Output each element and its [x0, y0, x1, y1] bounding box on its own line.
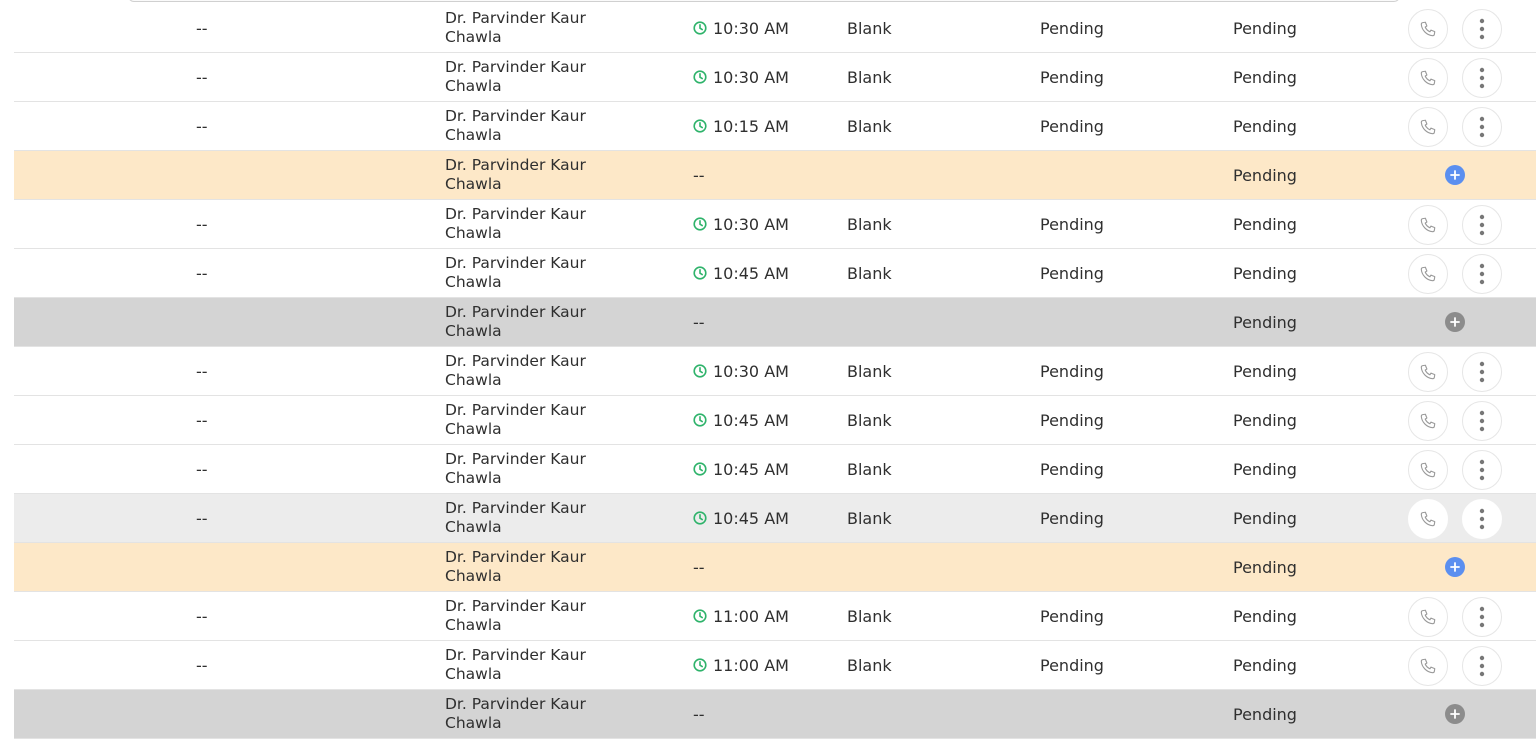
- appointment-type: Blank: [847, 116, 892, 136]
- table-row[interactable]: [14, 641, 1536, 690]
- phone-icon: [1419, 265, 1437, 283]
- add-appointment-button[interactable]: [1445, 704, 1465, 724]
- status-cell: Pending: [1233, 214, 1297, 234]
- time-text: 11:00 AM: [713, 606, 789, 626]
- doctor-name-line2: Chawla: [445, 224, 502, 242]
- clock-icon: [693, 21, 707, 35]
- doctor-name-line2: Chawla: [445, 322, 502, 340]
- doctor-name-line1: Dr. Parvinder Kaur: [445, 597, 586, 615]
- clock-icon: [693, 658, 707, 672]
- call-button[interactable]: [1408, 401, 1448, 441]
- doctor-name-line1: Dr. Parvinder Kaur: [445, 58, 586, 76]
- call-button[interactable]: [1408, 597, 1448, 637]
- clock-icon: [693, 609, 707, 623]
- phone-icon: [1419, 363, 1437, 381]
- doctor-name-line2: Chawla: [445, 371, 502, 389]
- time-text: 10:30 AM: [713, 361, 789, 381]
- table-row[interactable]: [14, 445, 1536, 494]
- doctor-name: [445, 200, 625, 248]
- status-cell: Pending: [1233, 655, 1297, 675]
- plus-icon: [1450, 709, 1460, 719]
- patient-cell: --: [196, 116, 208, 136]
- time-text: 10:45 AM: [713, 508, 789, 528]
- time-text: 10:45 AM: [713, 410, 789, 430]
- add-appointment-button[interactable]: [1445, 165, 1465, 185]
- call-button[interactable]: [1408, 254, 1448, 294]
- more-options-button[interactable]: [1462, 254, 1502, 294]
- doctor-name-line1: Dr. Parvinder Kaur: [445, 499, 586, 517]
- patient-cell: --: [196, 18, 208, 38]
- appointment-time: [693, 200, 789, 248]
- patient-cell: --: [196, 263, 208, 283]
- phone-icon: [1419, 510, 1437, 528]
- doctor-name: [445, 641, 625, 689]
- appointment-type: Blank: [847, 18, 892, 38]
- doctor-name-line2: Chawla: [445, 665, 502, 683]
- doctor-name-line2: Chawla: [445, 175, 502, 193]
- more-vertical-icon: [1479, 655, 1485, 677]
- status-cell: Pending: [1040, 263, 1104, 283]
- doctor-name: [445, 690, 625, 738]
- more-vertical-icon: [1479, 361, 1485, 383]
- table-row[interactable]: [14, 494, 1536, 543]
- patient-cell: --: [196, 67, 208, 87]
- doctor-name: [445, 151, 625, 199]
- appointment-time: [693, 494, 789, 542]
- doctor-name: [445, 298, 625, 346]
- doctor-name-line1: Dr. Parvinder Kaur: [445, 401, 586, 419]
- more-options-button[interactable]: [1462, 58, 1502, 98]
- appointment-type: Blank: [847, 67, 892, 87]
- time-text: 10:45 AM: [713, 459, 789, 479]
- clock-icon: [693, 266, 707, 280]
- more-vertical-icon: [1479, 67, 1485, 89]
- more-options-button[interactable]: [1462, 499, 1502, 539]
- time-text: 10:15 AM: [713, 116, 789, 136]
- appointment-time: [693, 396, 789, 444]
- appointment-time: [693, 102, 789, 150]
- appointment-time: --: [693, 165, 705, 185]
- patient-cell: --: [196, 508, 208, 528]
- patient-cell: --: [196, 459, 208, 479]
- phone-icon: [1419, 412, 1437, 430]
- plus-icon: [1450, 170, 1460, 180]
- clock-icon: [693, 119, 707, 133]
- phone-icon: [1419, 118, 1437, 136]
- appointment-type: Blank: [847, 214, 892, 234]
- time-text: 11:00 AM: [713, 655, 789, 675]
- patient-cell: --: [196, 361, 208, 381]
- appointment-time: [693, 249, 789, 297]
- more-options-button[interactable]: [1462, 352, 1502, 392]
- doctor-name: [445, 494, 625, 542]
- doctor-name-line2: Chawla: [445, 28, 502, 46]
- doctor-name-line1: Dr. Parvinder Kaur: [445, 205, 586, 223]
- call-button[interactable]: [1408, 205, 1448, 245]
- add-appointment-button[interactable]: [1445, 557, 1465, 577]
- patient-cell: --: [196, 655, 208, 675]
- table-row[interactable]: [14, 151, 1536, 200]
- table-row[interactable]: [14, 102, 1536, 151]
- call-button[interactable]: [1408, 352, 1448, 392]
- horizontal-scrollbar[interactable]: [128, 0, 1400, 2]
- doctor-name: [445, 445, 625, 493]
- status-cell: Pending: [1233, 67, 1297, 87]
- patient-cell: --: [196, 214, 208, 234]
- call-button[interactable]: [1408, 58, 1448, 98]
- doctor-name-line1: Dr. Parvinder Kaur: [445, 695, 586, 713]
- doctor-name-line1: Dr. Parvinder Kaur: [445, 450, 586, 468]
- table-row[interactable]: [14, 53, 1536, 102]
- status-cell: Pending: [1040, 459, 1104, 479]
- doctor-name-line1: Dr. Parvinder Kaur: [445, 156, 586, 174]
- doctor-name-line1: Dr. Parvinder Kaur: [445, 352, 586, 370]
- appointments-table: [14, 4, 1536, 739]
- appointment-type: Blank: [847, 410, 892, 430]
- more-options-button[interactable]: [1462, 450, 1502, 490]
- appointment-type: Blank: [847, 263, 892, 283]
- call-button[interactable]: [1408, 9, 1448, 49]
- doctor-name-line2: Chawla: [445, 77, 502, 95]
- table-row[interactable]: [14, 249, 1536, 298]
- table-row[interactable]: [14, 4, 1536, 53]
- patient-cell: --: [196, 606, 208, 626]
- appointment-type: Blank: [847, 361, 892, 381]
- status-cell: Pending: [1233, 410, 1297, 430]
- status-cell: Pending: [1233, 361, 1297, 381]
- call-button[interactable]: [1408, 646, 1448, 686]
- doctor-name-line2: Chawla: [445, 420, 502, 438]
- more-options-button[interactable]: [1462, 9, 1502, 49]
- status-cell: Pending: [1040, 116, 1104, 136]
- more-vertical-icon: [1479, 116, 1485, 138]
- status-cell: Pending: [1040, 361, 1104, 381]
- doctor-name-line2: Chawla: [445, 273, 502, 291]
- status-cell: Pending: [1233, 508, 1297, 528]
- table-row[interactable]: [14, 298, 1536, 347]
- table-row[interactable]: [14, 543, 1536, 592]
- more-vertical-icon: [1479, 214, 1485, 236]
- doctor-name: [445, 396, 625, 444]
- status-cell: Pending: [1233, 704, 1297, 724]
- status-cell: Pending: [1040, 655, 1104, 675]
- more-options-button[interactable]: [1462, 401, 1502, 441]
- status-cell: Pending: [1233, 606, 1297, 626]
- appointment-time: [693, 445, 789, 493]
- call-button[interactable]: [1408, 450, 1448, 490]
- appointment-type: Blank: [847, 459, 892, 479]
- more-vertical-icon: [1479, 508, 1485, 530]
- doctor-name-line2: Chawla: [445, 469, 502, 487]
- more-options-button[interactable]: [1462, 107, 1502, 147]
- time-text: 10:45 AM: [713, 263, 789, 283]
- status-cell: Pending: [1233, 116, 1297, 136]
- doctor-name: [445, 102, 625, 150]
- clock-icon: [693, 70, 707, 84]
- appointment-time: --: [693, 704, 705, 724]
- doctor-name-line1: Dr. Parvinder Kaur: [445, 646, 586, 664]
- clock-icon: [693, 413, 707, 427]
- appointment-time: [693, 641, 789, 689]
- clock-icon: [693, 217, 707, 231]
- call-button[interactable]: [1408, 107, 1448, 147]
- plus-icon: [1450, 317, 1460, 327]
- doctor-name-line1: Dr. Parvinder Kaur: [445, 548, 586, 566]
- doctor-name-line2: Chawla: [445, 567, 502, 585]
- doctor-name: [445, 543, 625, 591]
- phone-icon: [1419, 461, 1437, 479]
- status-cell: Pending: [1040, 606, 1104, 626]
- more-vertical-icon: [1479, 459, 1485, 481]
- status-cell: Pending: [1233, 18, 1297, 38]
- doctor-name: [445, 592, 625, 640]
- table-row[interactable]: [14, 347, 1536, 396]
- more-options-button[interactable]: [1462, 597, 1502, 637]
- phone-icon: [1419, 69, 1437, 87]
- status-cell: Pending: [1040, 67, 1104, 87]
- doctor-name-line2: Chawla: [445, 126, 502, 144]
- time-text: 10:30 AM: [713, 214, 789, 234]
- appointment-time: --: [693, 312, 705, 332]
- appointment-time: [693, 53, 789, 101]
- phone-icon: [1419, 20, 1437, 38]
- appointment-time: [693, 347, 789, 395]
- doctor-name-line2: Chawla: [445, 616, 502, 634]
- table-row[interactable]: [14, 396, 1536, 445]
- status-cell: Pending: [1040, 18, 1104, 38]
- appointment-type: Blank: [847, 606, 892, 626]
- plus-icon: [1450, 562, 1460, 572]
- phone-icon: [1419, 608, 1437, 626]
- appointment-time: [693, 4, 789, 52]
- more-vertical-icon: [1479, 410, 1485, 432]
- add-appointment-button[interactable]: [1445, 312, 1465, 332]
- status-cell: Pending: [1040, 214, 1104, 234]
- doctor-name: [445, 4, 625, 52]
- table-row[interactable]: [14, 200, 1536, 249]
- more-options-button[interactable]: [1462, 646, 1502, 686]
- doctor-name: [445, 347, 625, 395]
- clock-icon: [693, 511, 707, 525]
- clock-icon: [693, 364, 707, 378]
- call-button[interactable]: [1408, 499, 1448, 539]
- doctor-name-line2: Chawla: [445, 518, 502, 536]
- doctor-name-line1: Dr. Parvinder Kaur: [445, 9, 586, 27]
- status-cell: Pending: [1040, 410, 1104, 430]
- time-text: 10:30 AM: [713, 67, 789, 87]
- time-text: 10:30 AM: [713, 18, 789, 38]
- status-cell: Pending: [1233, 557, 1297, 577]
- status-cell: Pending: [1233, 263, 1297, 283]
- table-row[interactable]: [14, 592, 1536, 641]
- phone-icon: [1419, 216, 1437, 234]
- phone-icon: [1419, 657, 1437, 675]
- table-row[interactable]: [14, 690, 1536, 739]
- status-cell: Pending: [1233, 312, 1297, 332]
- doctor-name-line1: Dr. Parvinder Kaur: [445, 107, 586, 125]
- patient-cell: --: [196, 410, 208, 430]
- more-vertical-icon: [1479, 263, 1485, 285]
- doctor-name-line1: Dr. Parvinder Kaur: [445, 254, 586, 272]
- appointment-time: --: [693, 557, 705, 577]
- status-cell: Pending: [1233, 459, 1297, 479]
- doctor-name: [445, 53, 625, 101]
- more-vertical-icon: [1479, 606, 1485, 628]
- doctor-name-line2: Chawla: [445, 714, 502, 732]
- doctor-name: [445, 249, 625, 297]
- appointment-type: Blank: [847, 655, 892, 675]
- appointment-type: Blank: [847, 508, 892, 528]
- more-vertical-icon: [1479, 18, 1485, 40]
- appointment-time: [693, 592, 789, 640]
- clock-icon: [693, 462, 707, 476]
- status-cell: Pending: [1040, 508, 1104, 528]
- status-cell: Pending: [1233, 165, 1297, 185]
- more-options-button[interactable]: [1462, 205, 1502, 245]
- doctor-name-line1: Dr. Parvinder Kaur: [445, 303, 586, 321]
